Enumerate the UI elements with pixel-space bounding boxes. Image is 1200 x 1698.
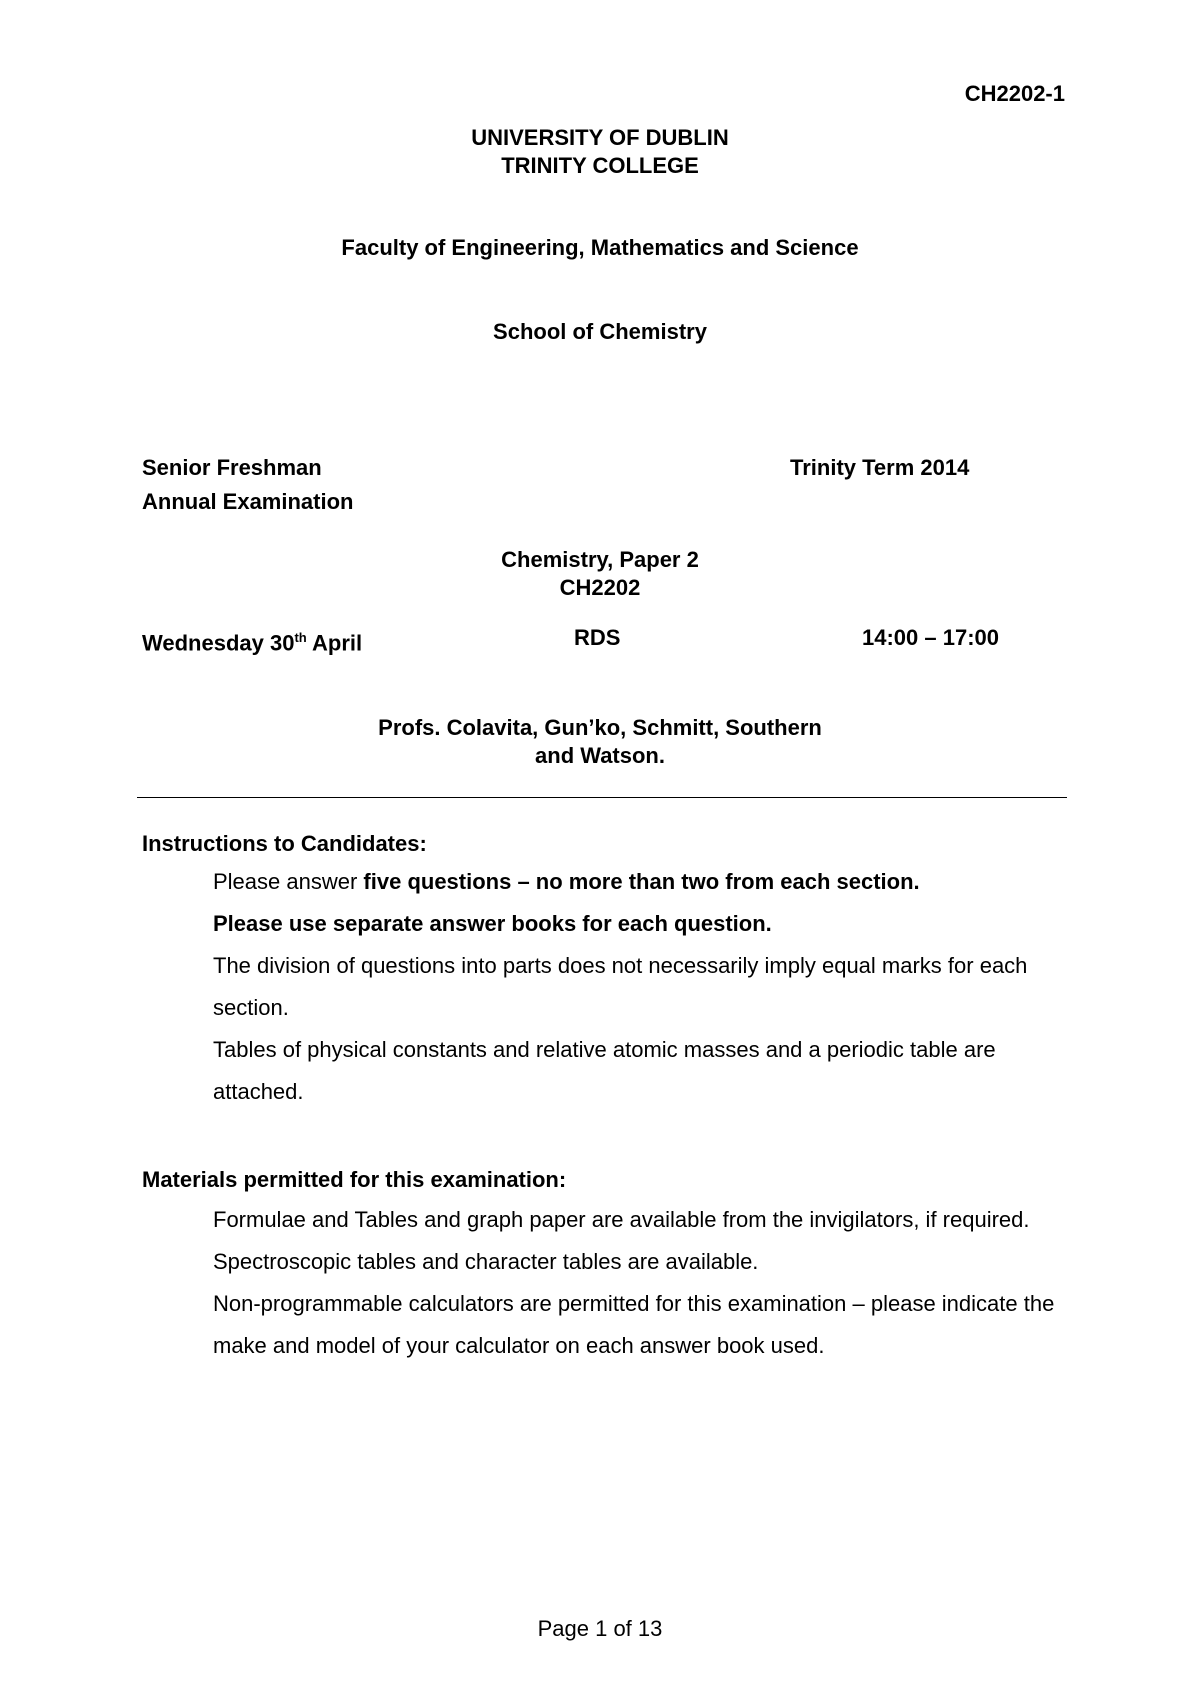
paper-code-header: CH2202-1	[964, 81, 1065, 106]
term: Trinity Term 2014	[790, 455, 970, 480]
instruction-line-2: Please use separate answer books for each question.	[213, 911, 772, 936]
paper-code: CH2202	[559, 575, 641, 600]
faculty-name: Faculty of Engineering, Mathematics and Science	[341, 235, 859, 260]
examiners-line-2: and Watson.	[535, 743, 665, 768]
exam-type: Annual Examination	[142, 489, 354, 514]
material-line-1: Formulae and Tables and graph paper are available from the invigilators, if required.	[213, 1207, 1030, 1232]
instructions-heading: Instructions to Candidates:	[142, 831, 427, 856]
materials-list	[213, 1199, 1073, 1367]
university-name: UNIVERSITY OF DUBLIN	[471, 125, 729, 150]
exam-venue: RDS	[574, 625, 621, 650]
instruction-line-1: Please answer five questions – no more than two from each section.	[213, 869, 920, 894]
examiners-line-1: Profs. Colavita, Gun’ko, Schmitt, Southern	[378, 715, 822, 740]
instructions-list	[213, 861, 1073, 1113]
header-divider	[137, 797, 1067, 798]
materials-heading: Materials permitted for this examination:	[142, 1167, 567, 1192]
paper-title: Chemistry, Paper 2	[501, 547, 699, 572]
material-line-3: Non-programmable calculators are permitted for this examination – please indicate the make and model of your calculator on each answer book used.	[213, 1291, 1055, 1358]
material-line-2: Spectroscopic tables and character tables are available.	[213, 1249, 759, 1274]
page-number: Page 1 of 13	[537, 1616, 663, 1641]
instruction-line-3: The division of questions into parts does not necessarily imply equal marks for each section.	[213, 953, 1028, 1020]
exam-date: Wednesday 30th April	[142, 630, 363, 656]
year-level: Senior Freshman	[142, 455, 322, 480]
exam-time: 14:00 – 17:00	[862, 625, 999, 650]
college-name: TRINITY COLLEGE	[501, 153, 699, 178]
instruction-line-4: Tables of physical constants and relative atomic masses and a periodic table are attached.	[213, 1037, 996, 1104]
school-name: School of Chemistry	[493, 319, 707, 344]
